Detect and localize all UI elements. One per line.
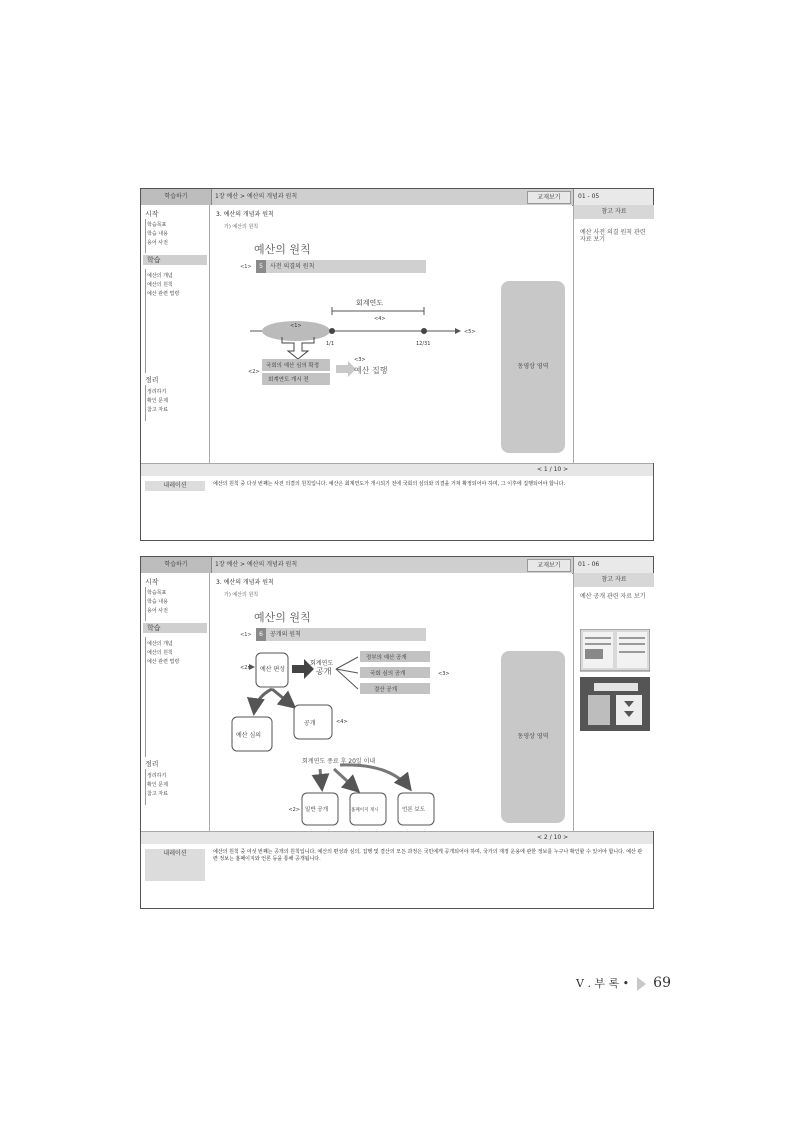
- footer-arrow-icon: [637, 977, 646, 991]
- bottom-text: 회계연도 종료 후 20일 이내: [302, 758, 376, 765]
- left-nav: [141, 573, 210, 831]
- content-title: 예산의 원칙: [254, 243, 311, 256]
- video-area[interactable]: 동영상 영역: [501, 651, 565, 823]
- box-c-text: 결산 공개: [374, 687, 398, 693]
- slide-header: [141, 189, 653, 206]
- right-panel: [573, 573, 654, 831]
- textbook-button[interactable]: 교재보기: [527, 191, 571, 204]
- tag-mid: <4>: [336, 719, 348, 725]
- end-tag: <5>: [464, 329, 476, 335]
- leaf-2-text: 홈페이지 게시: [351, 808, 379, 813]
- nav-item[interactable]: 예산의 개념: [147, 273, 173, 279]
- chapter-title: 3. 예산의 개념과 원칙: [216, 211, 274, 218]
- nav-title-summary: 정리: [145, 376, 159, 384]
- right-panel-title: 참고 자료: [574, 205, 654, 219]
- node-review-text: 예산 심의: [236, 732, 262, 739]
- slide-1: [140, 188, 654, 541]
- slide-header: [141, 557, 653, 574]
- nav-item[interactable]: 정리하기: [147, 773, 167, 779]
- nav-item[interactable]: 예산의 개념: [147, 641, 173, 647]
- nav-item[interactable]: 예산 관련 법령: [147, 659, 180, 665]
- left-nav: [141, 205, 210, 463]
- page-number: 69: [653, 975, 671, 991]
- ellipse-label: <1>: [290, 323, 302, 329]
- footer-section: V . 부 록 •: [576, 977, 630, 990]
- page-indicator[interactable]: < 2 / 10 >: [537, 834, 569, 841]
- narration-label: 내레이션: [145, 481, 205, 491]
- tag-label: <1>: [240, 264, 252, 270]
- nav-item[interactable]: 확인 문제: [147, 782, 168, 788]
- center-top: 회계연도: [310, 660, 334, 667]
- nav-bar-learn[interactable]: 학습: [143, 255, 207, 265]
- nav-item[interactable]: 학습 내용: [147, 231, 168, 237]
- node-budget-text: 예산 편성: [260, 666, 286, 673]
- box-b-text: 국회 심의 공개: [370, 671, 406, 677]
- nav-item[interactable]: 학습 내용: [147, 599, 168, 605]
- section-label: 학습하기: [141, 189, 212, 205]
- nav-item[interactable]: 예산의 원칙: [147, 650, 173, 656]
- section-label: 학습하기: [141, 557, 212, 573]
- right-panel-text[interactable]: 예산 사전 의결 원칙 관련 자료 보기: [580, 229, 646, 243]
- nav-title-start: 시작: [145, 578, 159, 586]
- nav-item[interactable]: 참고 자료: [147, 791, 168, 797]
- chapter-title: 3. 예산의 개념과 원칙: [216, 579, 274, 586]
- leaf-3-text: 언론 보도: [402, 807, 426, 813]
- start-date: 1/1: [326, 341, 335, 347]
- mid-tag: <4>: [374, 316, 386, 322]
- principle-text: 사전 의결의 원칙: [270, 263, 315, 270]
- result-text: 예산 집행: [354, 366, 388, 375]
- result-tag: <3>: [354, 357, 366, 363]
- screen-code: 01 - 06: [573, 557, 653, 573]
- node-open-text: 공개: [304, 720, 316, 727]
- nav-item[interactable]: 학습목표: [147, 590, 167, 596]
- nav-item[interactable]: 참고 자료: [147, 407, 168, 413]
- tag-label: <1>: [240, 632, 252, 638]
- sub-title: 가) 예산의 원칙: [224, 592, 259, 598]
- reference-thumbnails[interactable]: [580, 629, 650, 733]
- tag-left: <2>: [240, 665, 252, 671]
- box-a-text: 정부의 예산 공개: [366, 655, 407, 661]
- right-panel-title: 참고 자료: [574, 573, 654, 587]
- principle-text: 공개의 원칙: [270, 631, 301, 638]
- textbook-button[interactable]: 교재보기: [527, 559, 571, 572]
- narration-label: 내레이션: [145, 849, 205, 881]
- tag-leaf: <2>: [288, 807, 300, 813]
- narration: [141, 479, 653, 539]
- nav-item[interactable]: 확인 문제: [147, 398, 168, 404]
- sub-title: 가) 예산의 원칙: [224, 224, 259, 230]
- nav-item[interactable]: 학습목표: [147, 222, 167, 228]
- leaf-1-text: 일반 공개: [305, 807, 329, 813]
- tag-right: <3>: [438, 671, 450, 677]
- nav-item[interactable]: 용어 사전: [147, 608, 168, 614]
- bracket-label: 회계연도: [356, 299, 384, 307]
- video-area[interactable]: 동영상 영역: [501, 281, 565, 453]
- box-review-text: 국회의 예산 심의 확정: [266, 363, 320, 369]
- nav-item[interactable]: 예산 관련 법령: [147, 291, 180, 297]
- nav-item[interactable]: 정리하기: [147, 389, 167, 395]
- page-indicator[interactable]: < 1 / 10 >: [537, 466, 569, 473]
- content-title: 예산의 원칙: [254, 611, 311, 624]
- narration-text: 예산의 원칙 중 다섯 번째는 사전 의결의 원칙입니다. 예산은 회계연도가 개시되기 전에 국회의 심의와 의결을 거쳐 확정되어야 하며, 그 이후에 집행되어야 합니다.: [213, 481, 566, 487]
- narration-text: 예산의 원칙 중 여섯 번째는 공개의 원칙입니다. 예산의 편성과 심의, 집행 및 결산의 모든 과정은 국민에게 공개되어야 하며, 국가의 재정 운용에 관한 정보를 누구나 확인할 수 있어야 합니다. 예산 관련 정보는 홈페이지와 언론 등을 통해 공개됩니다.: [213, 849, 643, 862]
- end-date: 12/31: [416, 341, 431, 347]
- breadcrumb: 1장 예산 > 예산의 개념과 원칙: [215, 193, 298, 200]
- side-tag: <2>: [248, 369, 260, 375]
- principle-number: 6: [256, 628, 266, 641]
- right-panel-text[interactable]: 예산 공개 관련 자료 보기: [580, 593, 646, 600]
- page-footer: [576, 975, 671, 991]
- right-panel: [573, 205, 654, 463]
- nav-title-summary: 정리: [145, 760, 159, 768]
- nav-title-start: 시작: [145, 210, 159, 218]
- slide-footer: [141, 463, 653, 476]
- breadcrumb: 1장 예산 > 예산의 개념과 원칙: [215, 561, 298, 568]
- narration: [141, 847, 653, 907]
- slide-footer: [141, 831, 653, 844]
- box-before-text: 회계연도 개시 전: [268, 377, 309, 383]
- nav-bar-learn[interactable]: 학습: [143, 623, 207, 633]
- slide-2: [140, 556, 654, 909]
- nav-item[interactable]: 예산의 원칙: [147, 282, 173, 288]
- screen-code: 01 - 05: [573, 189, 653, 205]
- principle-number: 5: [256, 260, 266, 273]
- nav-item[interactable]: 용어 사전: [147, 240, 168, 246]
- center-bottom: 공개: [316, 667, 332, 676]
